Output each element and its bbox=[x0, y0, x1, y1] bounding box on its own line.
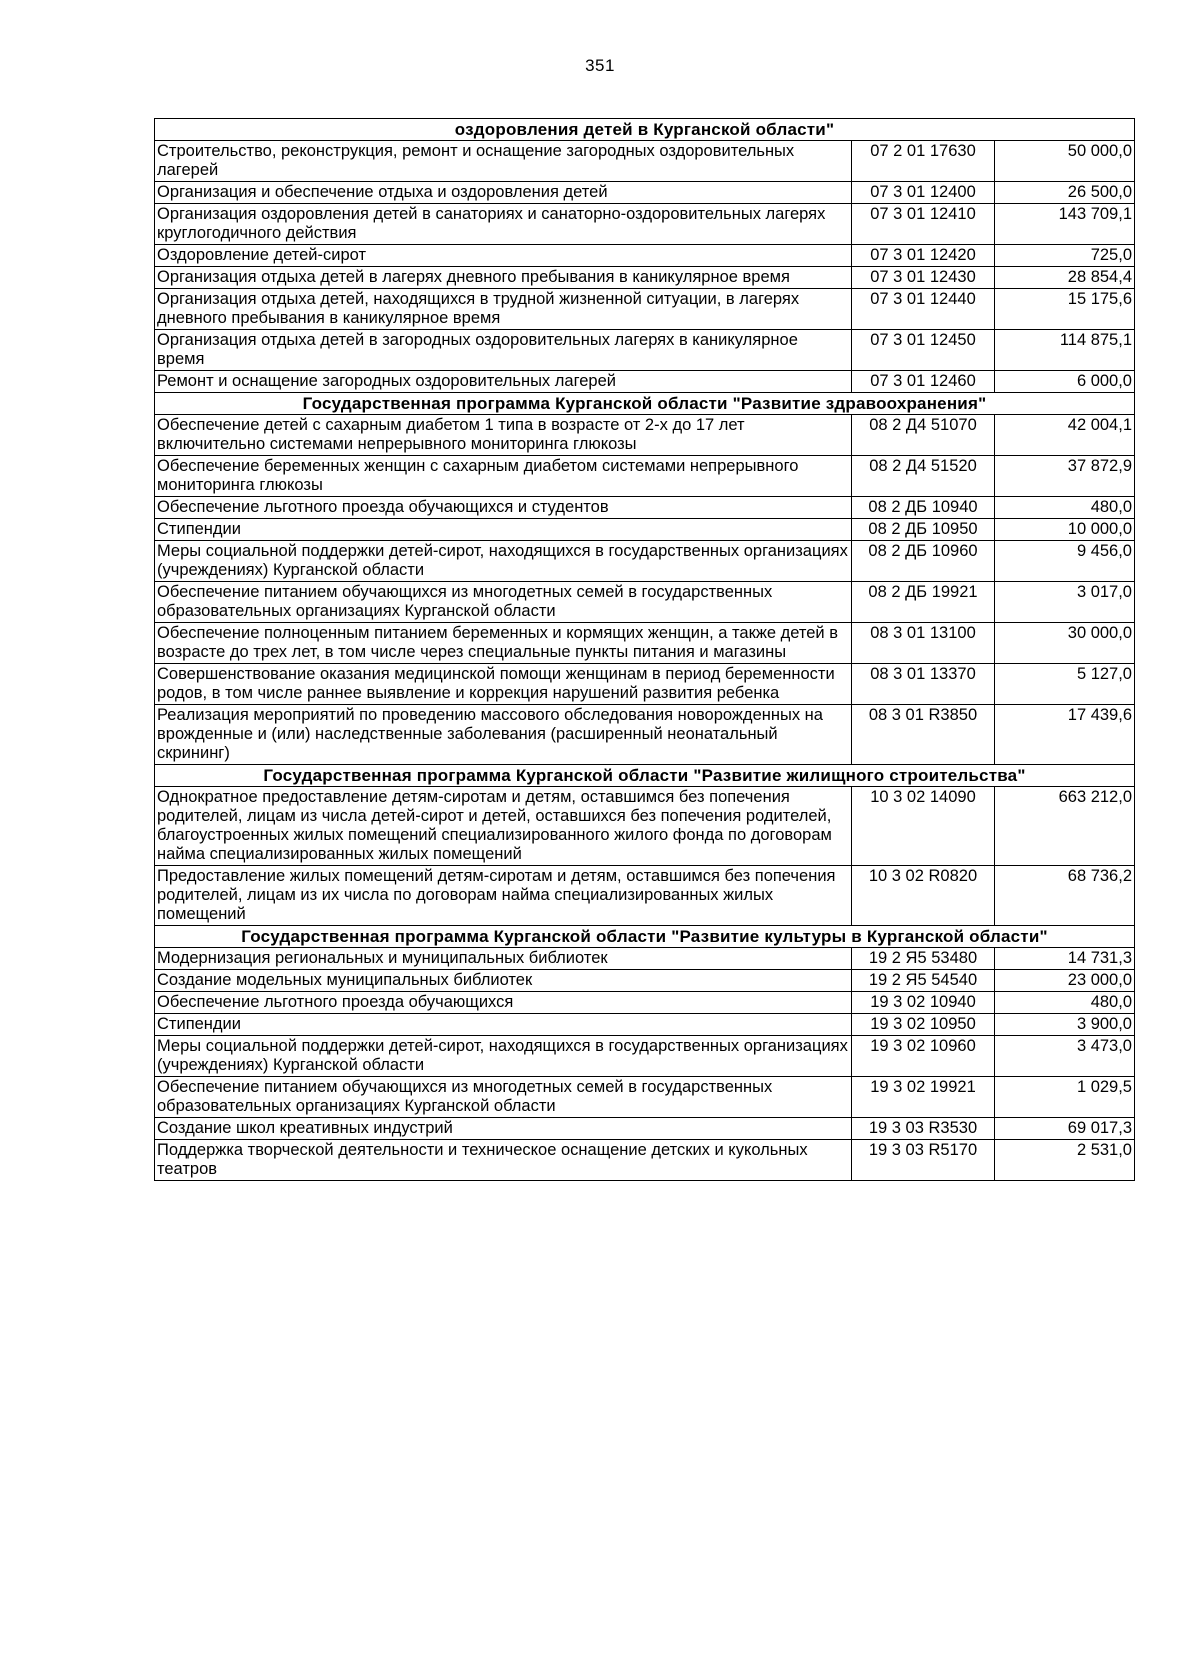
row-amount-cell: 2 531,0 bbox=[995, 1140, 1135, 1181]
table-row bbox=[155, 948, 1135, 970]
row-amount-cell: 663 212,0 bbox=[995, 787, 1135, 866]
row-amount-cell: 28 854,4 bbox=[995, 267, 1135, 289]
row-code-cell: 07 3 01 12440 bbox=[852, 289, 995, 330]
table-row bbox=[155, 497, 1135, 519]
row-name-cell: Обеспечение детей с сахарным диабетом 1 типа в возрасте от 2-х до 17 лет включительно системами непрерывного мониторинга глюкозы bbox=[155, 415, 852, 456]
table-row bbox=[155, 866, 1135, 926]
table-row bbox=[155, 330, 1135, 371]
row-amount-cell: 9 456,0 bbox=[995, 541, 1135, 582]
table-row bbox=[155, 519, 1135, 541]
row-code-cell: 19 2 Я5 54540 bbox=[852, 970, 995, 992]
row-code-cell: 08 2 ДБ 10950 bbox=[852, 519, 995, 541]
row-code-cell: 19 3 03 R3530 bbox=[852, 1118, 995, 1140]
row-amount-cell: 14 731,3 bbox=[995, 948, 1135, 970]
row-name-cell: Оздоровление детей-сирот bbox=[155, 245, 852, 267]
row-code-cell: 19 3 02 10940 bbox=[852, 992, 995, 1014]
table-row bbox=[155, 415, 1135, 456]
row-amount-cell: 68 736,2 bbox=[995, 866, 1135, 926]
row-name-cell: Обеспечение беременных женщин с сахарным диабетом системами непрерывного мониторинга глюкозы bbox=[155, 456, 852, 497]
row-amount-cell: 23 000,0 bbox=[995, 970, 1135, 992]
row-code-cell: 08 3 01 13100 bbox=[852, 623, 995, 664]
row-amount-cell: 6 000,0 bbox=[995, 371, 1135, 393]
row-amount-cell: 480,0 bbox=[995, 992, 1135, 1014]
row-code-cell: 07 3 01 12450 bbox=[852, 330, 995, 371]
table-row bbox=[155, 141, 1135, 182]
row-name-cell: Поддержка творческой деятельности и техническое оснащение детских и кукольных театров bbox=[155, 1140, 852, 1181]
table-row bbox=[155, 541, 1135, 582]
row-amount-cell: 26 500,0 bbox=[995, 182, 1135, 204]
row-name-cell: Строительство, реконструкция, ремонт и оснащение загородных оздоровительных лагерей bbox=[155, 141, 852, 182]
page-number: 351 bbox=[585, 56, 615, 75]
row-name-cell: Ремонт и оснащение загородных оздоровительных лагерей bbox=[155, 371, 852, 393]
row-name-cell: Создание модельных муниципальных библиотек bbox=[155, 970, 852, 992]
row-name-cell: Меры социальной поддержки детей-сирот, находящихся в государственных организациях (учреждениях) Курганской области bbox=[155, 1036, 852, 1077]
table-row bbox=[155, 582, 1135, 623]
row-amount-cell: 143 709,1 bbox=[995, 204, 1135, 245]
row-code-cell: 08 3 01 R3850 bbox=[852, 705, 995, 765]
row-amount-cell: 50 000,0 bbox=[995, 141, 1135, 182]
row-amount-cell: 30 000,0 bbox=[995, 623, 1135, 664]
table-row bbox=[155, 664, 1135, 705]
row-amount-cell: 725,0 bbox=[995, 245, 1135, 267]
table-row bbox=[155, 456, 1135, 497]
table-row bbox=[155, 1140, 1135, 1181]
table-row bbox=[155, 970, 1135, 992]
row-code-cell: 19 3 02 10950 bbox=[852, 1014, 995, 1036]
table-row bbox=[155, 371, 1135, 393]
row-amount-cell: 17 439,6 bbox=[995, 705, 1135, 765]
table-row bbox=[155, 1036, 1135, 1077]
row-name-cell: Стипендии bbox=[155, 519, 852, 541]
row-code-cell: 08 2 Д4 51520 bbox=[852, 456, 995, 497]
table-row bbox=[155, 267, 1135, 289]
section-header-row bbox=[155, 765, 1135, 787]
row-name-cell: Обеспечение питанием обучающихся из многодетных семей в государственных образовательных организациях Курганской области bbox=[155, 1077, 852, 1118]
row-amount-cell: 69 017,3 bbox=[995, 1118, 1135, 1140]
row-code-cell: 07 3 01 12410 bbox=[852, 204, 995, 245]
row-name-cell: Организация отдыха детей, находящихся в трудной жизненной ситуации, в лагерях дневного пребывания в каникулярное время bbox=[155, 289, 852, 330]
row-amount-cell: 114 875,1 bbox=[995, 330, 1135, 371]
row-name-cell: Обеспечение льготного проезда обучающихся и студентов bbox=[155, 497, 852, 519]
row-code-cell: 08 2 Д4 51070 bbox=[852, 415, 995, 456]
row-code-cell: 07 3 01 12460 bbox=[852, 371, 995, 393]
table-row bbox=[155, 623, 1135, 664]
table-row bbox=[155, 289, 1135, 330]
row-amount-cell: 5 127,0 bbox=[995, 664, 1135, 705]
row-name-cell: Однократное предоставление детям-сиротам и детям, оставшимся без попечения родителей, лицам из числа детей-сирот и детей, оставшихся без попечения родителей, благоустроенных жилых помещений специализированного жилого фонда по договорам найма специализированных жилых помещений bbox=[155, 787, 852, 866]
table-row bbox=[155, 992, 1135, 1014]
section-title: Государственная программа Курганской области "Развитие жилищного строительства" bbox=[155, 765, 1135, 787]
row-code-cell: 08 3 01 13370 bbox=[852, 664, 995, 705]
row-name-cell: Обеспечение полноценным питанием беременных и кормящих женщин, а также детей в возрасте до трех лет, в том числе через специальные пункты питания и магазины bbox=[155, 623, 852, 664]
table-row bbox=[155, 245, 1135, 267]
row-name-cell: Совершенствование оказания медицинской помощи женщинам в период беременности родов, в том числе раннее выявление и коррекция нарушений развития ребенка bbox=[155, 664, 852, 705]
table-row bbox=[155, 705, 1135, 765]
row-name-cell: Предоставление жилых помещений детям-сиротам и детям, оставшимся без попечения родителей, лицам из их числа по договорам найма специализированных жилых помещений bbox=[155, 866, 852, 926]
row-amount-cell: 10 000,0 bbox=[995, 519, 1135, 541]
row-name-cell: Стипендии bbox=[155, 1014, 852, 1036]
row-name-cell: Обеспечение питанием обучающихся из многодетных семей в государственных образовательных организациях Курганской области bbox=[155, 582, 852, 623]
table-row bbox=[155, 787, 1135, 866]
row-code-cell: 08 2 ДБ 10940 bbox=[852, 497, 995, 519]
row-name-cell: Создание школ креативных индустрий bbox=[155, 1118, 852, 1140]
row-name-cell: Организация и обеспечение отдыха и оздоровления детей bbox=[155, 182, 852, 204]
section-title: Государственная программа Курганской области "Развитие здравоохранения" bbox=[155, 393, 1135, 415]
row-amount-cell: 3 017,0 bbox=[995, 582, 1135, 623]
row-name-cell: Организация отдыха детей в лагерях дневного пребывания в каникулярное время bbox=[155, 267, 852, 289]
table-row bbox=[155, 1118, 1135, 1140]
row-amount-cell: 15 175,6 bbox=[995, 289, 1135, 330]
row-amount-cell: 480,0 bbox=[995, 497, 1135, 519]
section-title: оздоровления детей в Курганской области" bbox=[155, 119, 1135, 141]
row-code-cell: 19 2 Я5 53480 bbox=[852, 948, 995, 970]
row-code-cell: 19 3 03 R5170 bbox=[852, 1140, 995, 1181]
row-amount-cell: 37 872,9 bbox=[995, 456, 1135, 497]
row-code-cell: 10 3 02 R0820 bbox=[852, 866, 995, 926]
row-name-cell: Модернизация региональных и муниципальных библиотек bbox=[155, 948, 852, 970]
row-code-cell: 07 2 01 17630 bbox=[852, 141, 995, 182]
section-header-row bbox=[155, 393, 1135, 415]
row-code-cell: 08 2 ДБ 19921 bbox=[852, 582, 995, 623]
row-amount-cell: 3 473,0 bbox=[995, 1036, 1135, 1077]
row-amount-cell: 3 900,0 bbox=[995, 1014, 1135, 1036]
table-row bbox=[155, 204, 1135, 245]
row-name-cell: Организация оздоровления детей в санаториях и санаторно-оздоровительных лагерях круглогодичного действия bbox=[155, 204, 852, 245]
row-code-cell: 07 3 01 12400 bbox=[852, 182, 995, 204]
row-code-cell: 08 2 ДБ 10960 bbox=[852, 541, 995, 582]
row-name-cell: Реализация мероприятий по проведению массового обследования новорожденных на врожденные и (или) наследственные заболевания (расширенный неонатальный скрининг) bbox=[155, 705, 852, 765]
row-code-cell: 07 3 01 12430 bbox=[852, 267, 995, 289]
row-name-cell: Меры социальной поддержки детей-сирот, находящихся в государственных организациях (учреждениях) Курганской области bbox=[155, 541, 852, 582]
row-code-cell: 19 3 02 19921 bbox=[852, 1077, 995, 1118]
table-row bbox=[155, 1077, 1135, 1118]
row-code-cell: 19 3 02 10960 bbox=[852, 1036, 995, 1077]
section-header-row bbox=[155, 926, 1135, 948]
row-amount-cell: 42 004,1 bbox=[995, 415, 1135, 456]
row-code-cell: 10 3 02 14090 bbox=[852, 787, 995, 866]
section-header-row bbox=[155, 119, 1135, 141]
table-row bbox=[155, 182, 1135, 204]
row-name-cell: Обеспечение льготного проезда обучающихся bbox=[155, 992, 852, 1014]
row-amount-cell: 1 029,5 bbox=[995, 1077, 1135, 1118]
budget-table bbox=[154, 118, 1135, 1181]
section-title: Государственная программа Курганской области "Развитие культуры в Курганской области" bbox=[155, 926, 1135, 948]
table-row bbox=[155, 1014, 1135, 1036]
row-name-cell: Организация отдыха детей в загородных оздоровительных лагерях в каникулярное время bbox=[155, 330, 852, 371]
row-code-cell: 07 3 01 12420 bbox=[852, 245, 995, 267]
